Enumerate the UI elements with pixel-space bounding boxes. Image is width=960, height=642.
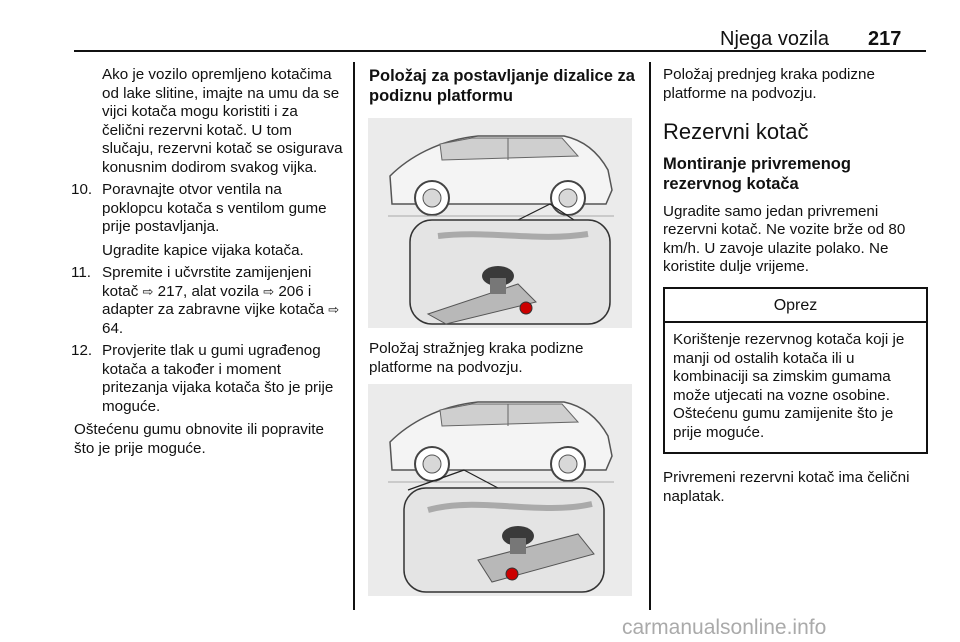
intro-paragraph: Ako je vozilo opremljeno kotačima od lake slitine, imajte na umu da se vijci kotača mogu koristiti i za čelični rezervni kotač. U tom slučaju, rezervni kotač se osigurava konusnim dodirom svakog vijka. (102, 66, 343, 176)
header-rule (74, 50, 926, 52)
reference-arrow-icon: ⇨ (263, 283, 275, 299)
step-10-number: 10. (71, 181, 93, 198)
watermark: carmanualsonline.info (622, 616, 827, 639)
step-10-text: Poravnajte otvor ventila na poklopcu kotača s ventilom gume prije postavljanja. (102, 181, 327, 235)
car-lift-illustration (368, 384, 632, 596)
front-lift-caption: Položaj prednjeg kraka podizne platforme na podvozju. (663, 66, 875, 102)
page-ref-link[interactable]: 206 (278, 282, 304, 300)
step-11 (71, 264, 344, 338)
caution-title: Oprez (665, 289, 926, 324)
step-11-number: 11. (71, 264, 91, 281)
figure-caption-1 (369, 340, 639, 377)
rear-lift-caption: Položaj stražnjeg kraka podizne platforme na podvozju. (369, 340, 584, 376)
column-3 (663, 66, 928, 506)
caution-text: Korištenje rezervnog kotača koji je manji od ostalih kotača ili u kombinaciji sa zimskim gumama može utjecati na vozne osobine. Oštećenu gumu zamijenite što je prije moguće. (673, 331, 905, 441)
running-header-title: Njega vozila (720, 28, 829, 50)
page-number: 217 (868, 28, 902, 50)
page-ref-link[interactable]: 217 (157, 282, 184, 300)
page-ref-link[interactable]: 64 (102, 319, 119, 337)
caution-box (663, 287, 928, 455)
step-10-extra: Ugradite kapice vijaka kotača. (102, 241, 304, 259)
figure-front-lift-point (368, 384, 632, 596)
temporary-spare-paragraph: Ugradite samo jedan privremeni rezervni kotač. Ne vozite brže od 80 km/h. U zavoje ulazite polako. Ne koristite dulje vrijeme. (663, 202, 906, 275)
section-heading-lift: Položaj za postavljanje dizalice za podiznu platformu (369, 67, 635, 105)
subsection-heading-temporary-spare: Montiranje privremenog rezervnog kotača (663, 154, 851, 193)
step-10 (71, 181, 344, 260)
column-1 (71, 66, 344, 458)
figure-rear-lift-point (368, 118, 632, 328)
reference-arrow-icon: ⇨ (328, 302, 340, 317)
step-11-text: Spremite i učvrstite zamijenjeni kotač ⇨ 217, alat vozila ⇨ 206 i adapter za zabravne vijke kotača ⇨ 64. (102, 264, 340, 337)
column-separator-1 (353, 62, 355, 610)
closing-paragraph: Oštećenu gumu obnovite ili popravite što je prije moguće. (74, 421, 324, 457)
column-separator-2 (649, 62, 651, 610)
steel-rim-paragraph: Privremeni rezervni kotač ima čelični naplatak. (663, 469, 910, 505)
column-2 (369, 66, 639, 106)
step-12 (71, 342, 344, 416)
step-12-number: 12. (71, 342, 93, 359)
car-lift-illustration (368, 118, 632, 328)
section-title-spare-wheel: Rezervni kotač (663, 119, 809, 144)
step-12-text: Provjerite tlak u gumi ugrađenog kotača a također i moment pritezanja vijaka kotača što je prije moguće. (102, 342, 334, 415)
reference-arrow-icon: ⇨ (142, 283, 154, 299)
